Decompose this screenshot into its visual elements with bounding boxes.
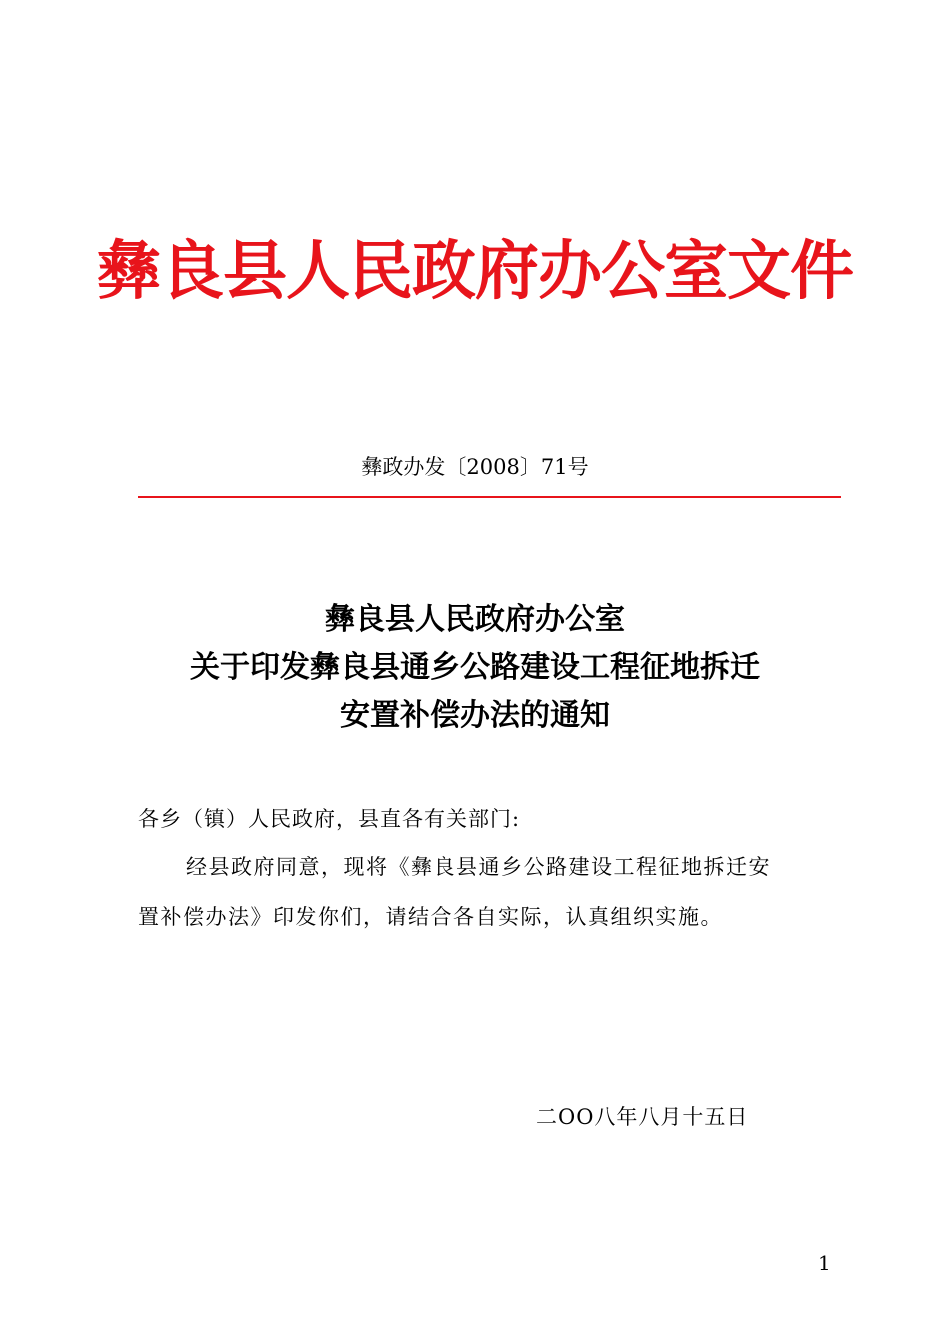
title-line-3: 安置补偿办法的通知 xyxy=(340,698,610,733)
document-number: 彝政办发〔2008〕71号 xyxy=(361,455,589,479)
header-divider xyxy=(138,496,841,498)
body-line-1: 经县政府同意，现将《彝良县通乡公路建设工程征地拆迁安 xyxy=(186,855,771,879)
document-title xyxy=(0,596,950,740)
document-date: 二OO八年八月十五日 xyxy=(536,1105,749,1129)
title-line-2: 关于印发彝良县通乡公路建设工程征地拆迁 xyxy=(190,650,760,685)
body-line-2: 置补偿办法》印发你们，请结合各自实际，认真组织实施。 xyxy=(138,905,723,929)
document-header: 彝良县人民政府办公室文件 xyxy=(97,235,853,309)
page-number: 1 xyxy=(818,1251,831,1275)
title-line-1: 彝良县人民政府办公室 xyxy=(325,602,625,637)
salutation: 各乡（镇）人民政府，县直各有关部门: xyxy=(138,807,521,831)
